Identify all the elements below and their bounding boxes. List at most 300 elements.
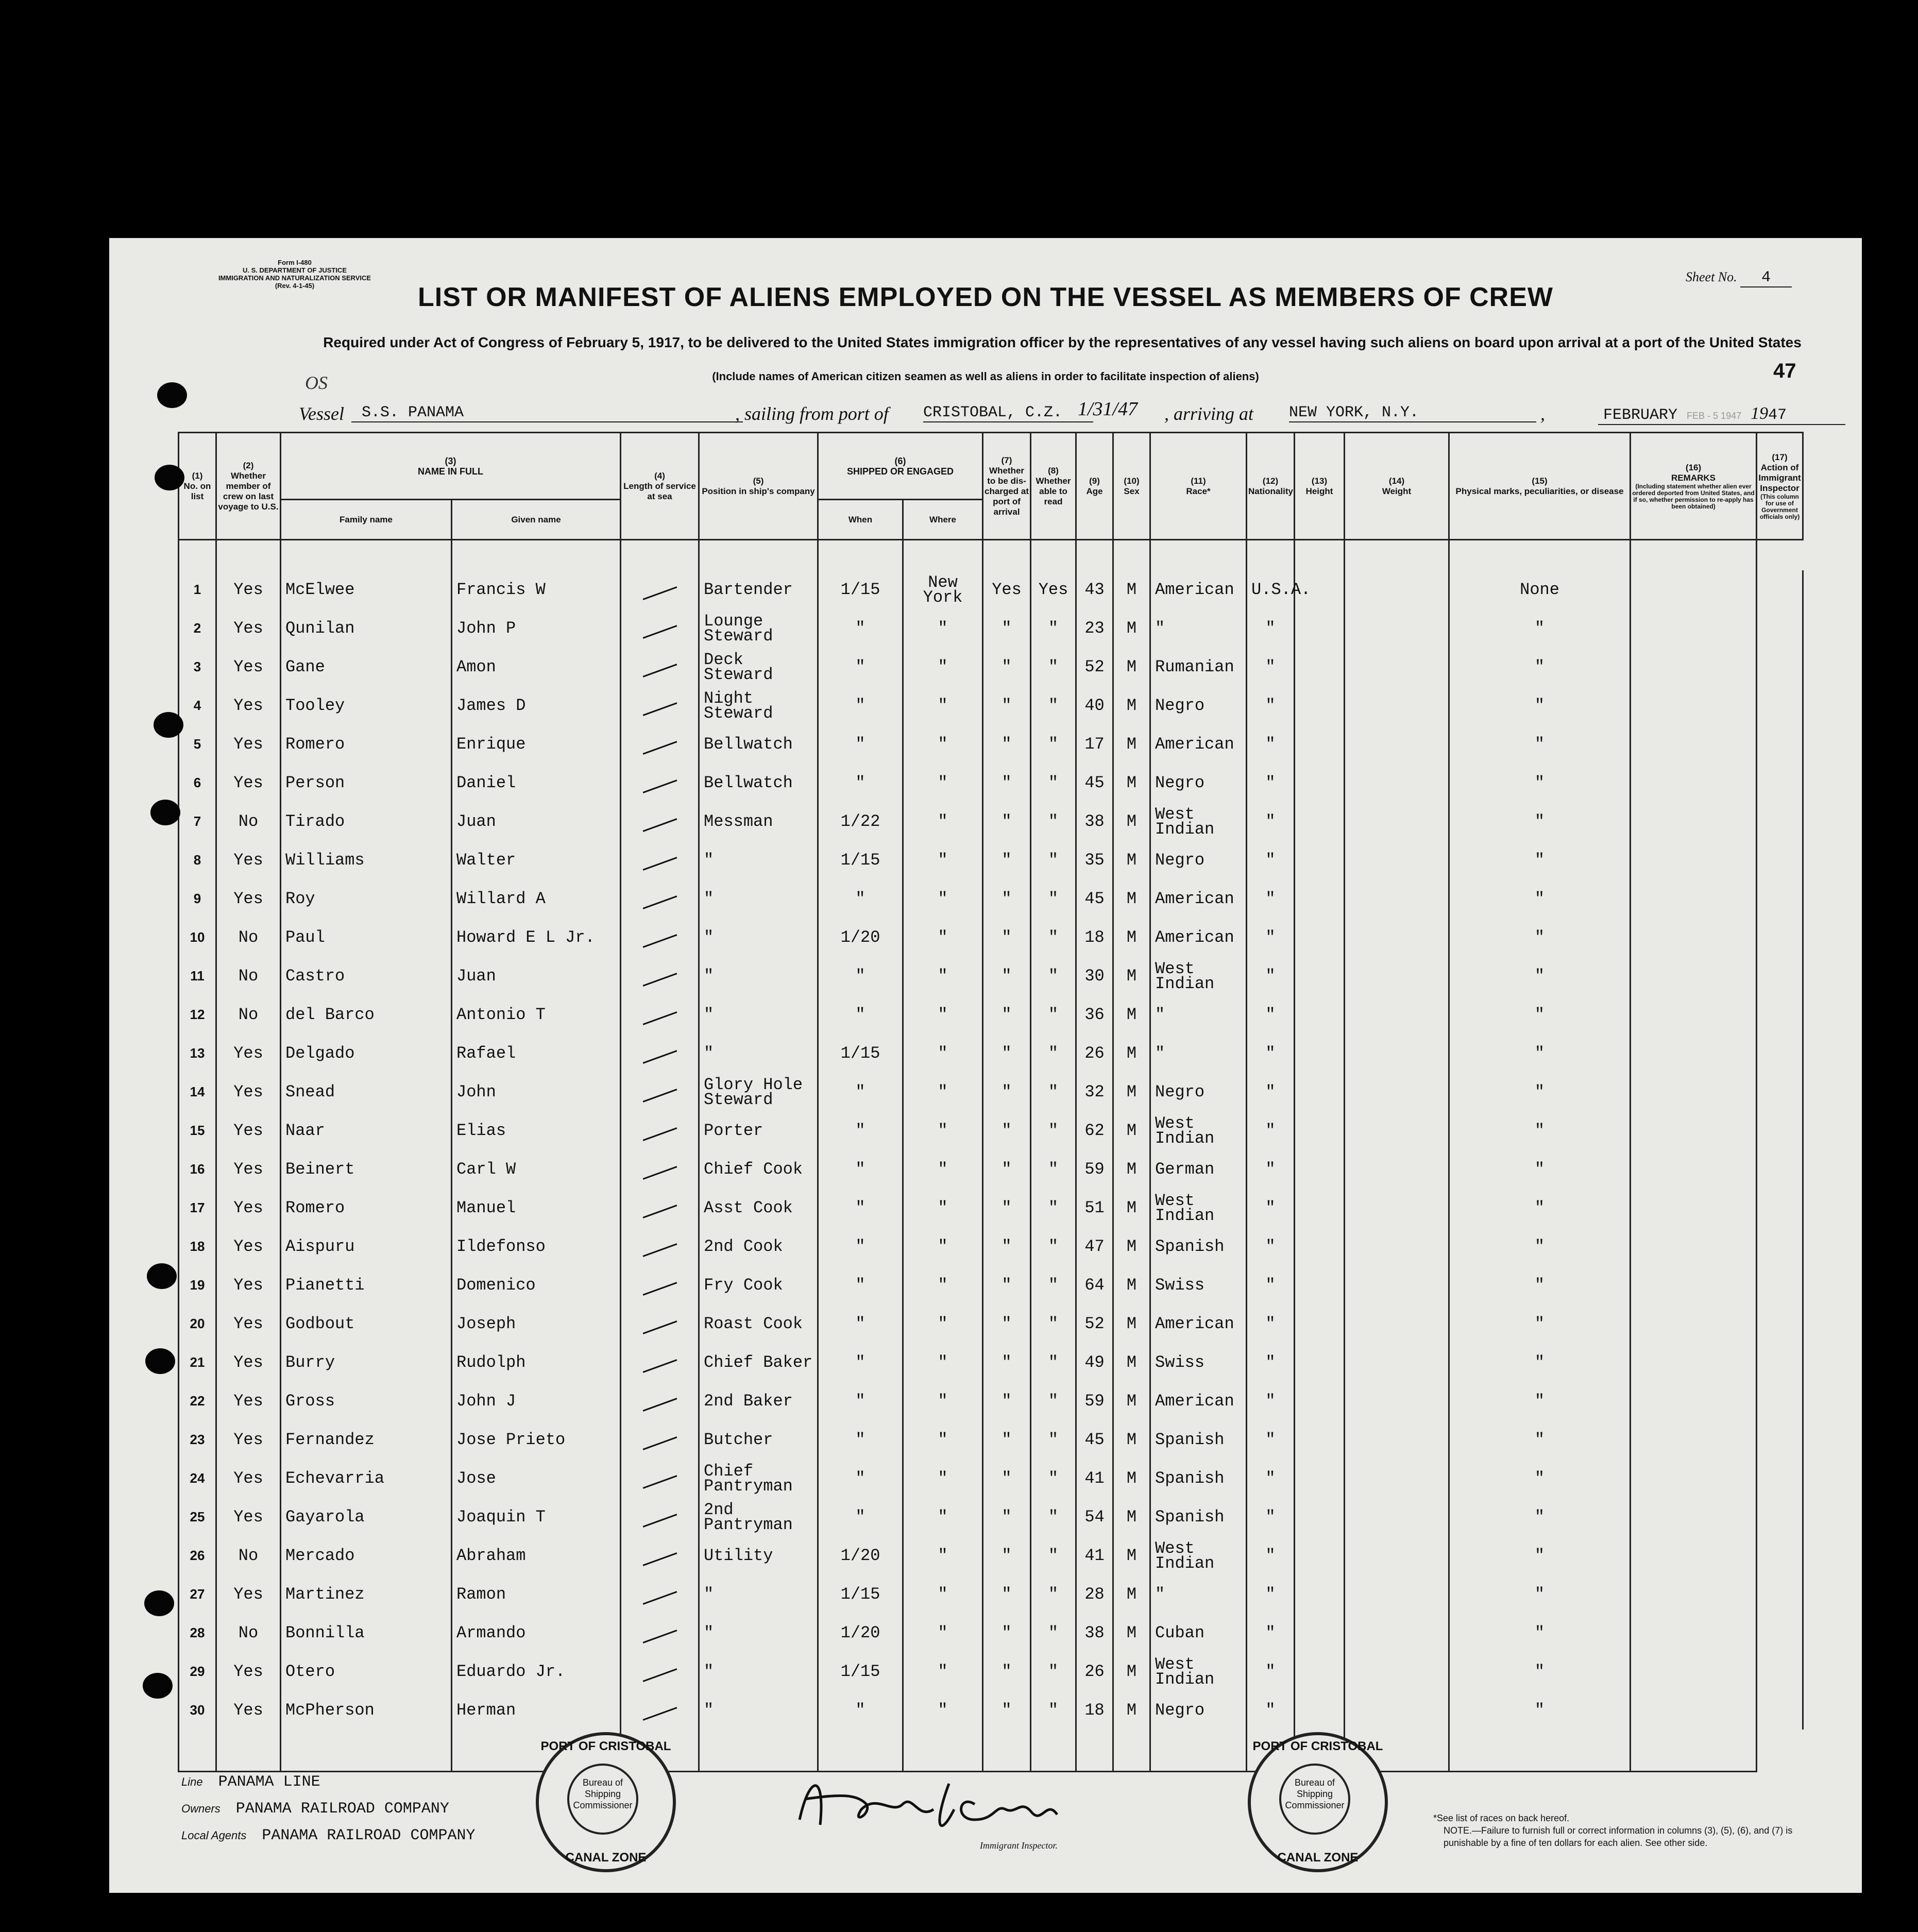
empty-cell-rem bbox=[1631, 1652, 1757, 1691]
col-label-12: Nationality bbox=[1248, 486, 1293, 496]
cell-race: Negro bbox=[1150, 841, 1247, 879]
service-tick-mark bbox=[621, 802, 699, 841]
crew-row bbox=[179, 609, 1803, 648]
cell-no: 7 bbox=[179, 802, 216, 841]
cell-sex: M bbox=[1113, 764, 1150, 802]
empty-cell-w bbox=[1345, 764, 1449, 802]
empty-cell-h bbox=[1295, 841, 1345, 879]
cell-family: Aispuru bbox=[281, 1227, 452, 1266]
crew-table-body bbox=[179, 540, 1803, 1772]
cell-when: " bbox=[818, 1343, 903, 1382]
cell-age: 49 bbox=[1076, 1343, 1113, 1382]
empty-cell-w bbox=[1345, 1111, 1449, 1150]
cell-marks: " bbox=[1449, 1382, 1631, 1420]
empty-cell-act bbox=[1757, 1459, 1803, 1498]
col-header-age bbox=[1076, 433, 1113, 540]
col-header-physical-marks bbox=[1449, 433, 1631, 540]
crew-row bbox=[179, 1304, 1803, 1343]
cell-age: 35 bbox=[1076, 841, 1113, 879]
cell-marks: None bbox=[1449, 570, 1631, 609]
cell-race: Negro bbox=[1150, 764, 1247, 802]
col-header-sex bbox=[1113, 433, 1150, 540]
cell-marks: " bbox=[1449, 1459, 1631, 1498]
cell-last: Yes bbox=[216, 1304, 281, 1343]
cell-age: 28 bbox=[1076, 1575, 1113, 1614]
binder-hole bbox=[143, 1673, 173, 1699]
service-tick-mark bbox=[621, 1189, 699, 1227]
cell-race: Spanish bbox=[1150, 1498, 1247, 1536]
cell-given: Manuel bbox=[452, 1189, 621, 1227]
empty-cell-h bbox=[1295, 1343, 1345, 1382]
cell-read: " bbox=[1031, 802, 1076, 841]
cell-marks: " bbox=[1449, 725, 1631, 764]
cell-race: West Indian bbox=[1150, 1111, 1247, 1150]
cell-when: " bbox=[818, 879, 903, 918]
cell-pos: " bbox=[699, 1614, 818, 1652]
cell-marks: " bbox=[1449, 879, 1631, 918]
cell-when: " bbox=[818, 957, 903, 995]
col-label-13: Height bbox=[1305, 486, 1333, 496]
cell-age: 45 bbox=[1076, 1420, 1113, 1459]
service-tick-mark bbox=[621, 1266, 699, 1304]
empty-cell-w bbox=[1345, 1034, 1449, 1073]
empty-cell-w bbox=[1345, 1073, 1449, 1111]
cell-race: Spanish bbox=[1150, 1420, 1247, 1459]
cell-given: Rafael bbox=[452, 1034, 621, 1073]
col-num-9: (9) bbox=[1089, 476, 1100, 486]
col-label-11: Race* bbox=[1186, 486, 1211, 496]
col-header-where: Where bbox=[903, 500, 983, 540]
cell-disch: " bbox=[983, 1382, 1031, 1420]
empty-cell-rem bbox=[1631, 764, 1757, 802]
cell-last: Yes bbox=[216, 1034, 281, 1073]
cell-sex: M bbox=[1113, 725, 1150, 764]
empty-cell-w bbox=[1345, 1227, 1449, 1266]
inspector-label: Immigrant Inspector. bbox=[980, 1840, 1058, 1851]
cell-read: " bbox=[1031, 918, 1076, 957]
cell-age: 62 bbox=[1076, 1111, 1113, 1150]
cell-disch: " bbox=[983, 1614, 1031, 1652]
cell-when: 1/20 bbox=[818, 918, 903, 957]
crew-row bbox=[179, 1691, 1803, 1730]
cell-pos: Asst Cook bbox=[699, 1189, 818, 1227]
cell-when: " bbox=[818, 1227, 903, 1266]
cell-pos: Night Steward bbox=[699, 686, 818, 725]
cell-age: 23 bbox=[1076, 609, 1113, 648]
empty-cell-w bbox=[1345, 725, 1449, 764]
seal-center-text: Bureau of Shipping Commissioner bbox=[1279, 1764, 1350, 1835]
cell-no: 15 bbox=[179, 1111, 216, 1150]
empty-cell-h bbox=[1295, 1111, 1345, 1150]
tick-stroke bbox=[642, 1591, 677, 1605]
cell-marks: " bbox=[1449, 1343, 1631, 1382]
cell-no: 19 bbox=[179, 1266, 216, 1304]
empty-cell-w bbox=[1345, 1382, 1449, 1420]
cell-sex: M bbox=[1113, 1536, 1150, 1575]
cell-given: John P bbox=[452, 609, 621, 648]
empty-cell-h bbox=[1295, 918, 1345, 957]
cell-when: 1/20 bbox=[818, 1614, 903, 1652]
tick-stroke bbox=[642, 818, 677, 832]
cell-where: " bbox=[903, 1304, 983, 1343]
cell-pos: " bbox=[699, 957, 818, 995]
cell-when: " bbox=[818, 995, 903, 1034]
cell-disch: " bbox=[983, 879, 1031, 918]
cell-given: Jose bbox=[452, 1459, 621, 1498]
cell-when: " bbox=[818, 764, 903, 802]
service-tick-mark bbox=[621, 1111, 699, 1150]
cell-pos: Porter bbox=[699, 1111, 818, 1150]
page-number: 47 bbox=[1773, 360, 1796, 382]
cell-age: 52 bbox=[1076, 1304, 1113, 1343]
col-header-discharged bbox=[983, 433, 1031, 540]
cell-marks: " bbox=[1449, 802, 1631, 841]
cell-nat: " bbox=[1247, 1691, 1295, 1730]
cell-disch: " bbox=[983, 802, 1031, 841]
cell-where: " bbox=[903, 1034, 983, 1073]
col-num-6: (6) bbox=[894, 455, 906, 466]
empty-cell-rem bbox=[1631, 995, 1757, 1034]
cell-read: " bbox=[1031, 1111, 1076, 1150]
comma-separator: , bbox=[1540, 403, 1545, 424]
cell-given: Abraham bbox=[452, 1536, 621, 1575]
cell-last: No bbox=[216, 802, 281, 841]
cell-race: West Indian bbox=[1150, 802, 1247, 841]
col-label-17: Action of Immigrant Inspector bbox=[1758, 462, 1801, 493]
cell-no: 21 bbox=[179, 1343, 216, 1382]
cell-where: " bbox=[903, 1382, 983, 1420]
tick-stroke bbox=[642, 895, 677, 909]
cell-last: Yes bbox=[216, 1343, 281, 1382]
cell-marks: " bbox=[1449, 1189, 1631, 1227]
cell-given: James D bbox=[452, 686, 621, 725]
cell-disch: " bbox=[983, 918, 1031, 957]
empty-cell-act bbox=[1757, 1420, 1803, 1459]
cell-pos: Butcher bbox=[699, 1420, 818, 1459]
cell-when: " bbox=[818, 725, 903, 764]
port-of-cristobal-seal-right bbox=[1248, 1732, 1388, 1872]
tick-stroke bbox=[642, 973, 677, 987]
cell-nat: U.S.A. bbox=[1247, 570, 1295, 609]
cell-sex: M bbox=[1113, 1382, 1150, 1420]
col-num-14: (14) bbox=[1388, 476, 1405, 486]
cell-age: 45 bbox=[1076, 764, 1113, 802]
service-tick-mark bbox=[621, 1691, 699, 1730]
cell-where: " bbox=[903, 1652, 983, 1691]
agents-value: PANAMA RAILROAD COMPANY bbox=[262, 1827, 476, 1844]
tick-stroke bbox=[642, 1089, 677, 1103]
col-num-13: (13) bbox=[1311, 476, 1328, 486]
cell-last: Yes bbox=[216, 1459, 281, 1498]
service-tick-mark bbox=[621, 1304, 699, 1343]
cell-when: " bbox=[818, 1073, 903, 1111]
cell-family: Pianetti bbox=[281, 1266, 452, 1304]
cell-disch: " bbox=[983, 1498, 1031, 1536]
cell-when: 1/15 bbox=[818, 1575, 903, 1614]
empty-cell-h bbox=[1295, 1420, 1345, 1459]
cell-race: West Indian bbox=[1150, 1189, 1247, 1227]
cell-race: Spanish bbox=[1150, 1459, 1247, 1498]
col-label-10: Sex bbox=[1124, 486, 1140, 496]
cell-no: 14 bbox=[179, 1073, 216, 1111]
cell-where: " bbox=[903, 1343, 983, 1382]
cell-last: Yes bbox=[216, 1266, 281, 1304]
cell-last: Yes bbox=[216, 764, 281, 802]
cell-where: " bbox=[903, 879, 983, 918]
sheet-number-value: 4 bbox=[1740, 269, 1792, 287]
cell-family: McPherson bbox=[281, 1691, 452, 1730]
crew-row bbox=[179, 1652, 1803, 1691]
empty-cell-act bbox=[1757, 725, 1803, 764]
cell-pos: " bbox=[699, 1575, 818, 1614]
cell-where: " bbox=[903, 725, 983, 764]
cell-last: Yes bbox=[216, 1189, 281, 1227]
tick-stroke bbox=[642, 1205, 677, 1218]
cell-race: West Indian bbox=[1150, 1652, 1247, 1691]
cell-disch: " bbox=[983, 1304, 1031, 1343]
empty-cell-w bbox=[1345, 1498, 1449, 1536]
col-sub-16: (Including statement whether alien ever ordered deported from United States, and if so, whether permission to re-apply has been obtained) bbox=[1632, 482, 1755, 510]
cell-nat: " bbox=[1247, 1459, 1295, 1498]
cell-last: Yes bbox=[216, 570, 281, 609]
cell-sex: M bbox=[1113, 1420, 1150, 1459]
crew-row bbox=[179, 570, 1803, 609]
cell-where: " bbox=[903, 1189, 983, 1227]
crew-row bbox=[179, 802, 1803, 841]
cell-age: 38 bbox=[1076, 1614, 1113, 1652]
empty-cell-rem bbox=[1631, 1111, 1757, 1150]
cell-marks: " bbox=[1449, 1575, 1631, 1614]
col-num-2: (2) bbox=[243, 460, 254, 470]
cell-race: American bbox=[1150, 1304, 1247, 1343]
cell-pos: Bellwatch bbox=[699, 764, 818, 802]
form-revision: (Rev. 4-1-45) bbox=[275, 282, 315, 290]
cell-sex: M bbox=[1113, 1227, 1150, 1266]
cell-family: Snead bbox=[281, 1073, 452, 1111]
service-tick-mark bbox=[621, 1420, 699, 1459]
header-row-main bbox=[179, 433, 1803, 500]
race-note: *See list of races on back hereof. bbox=[1433, 1813, 1570, 1823]
service-tick-mark bbox=[621, 1459, 699, 1498]
cell-sex: M bbox=[1113, 1034, 1150, 1073]
cell-disch: " bbox=[983, 1266, 1031, 1304]
cell-pos: Chief Baker bbox=[699, 1343, 818, 1382]
empty-cell-w bbox=[1345, 686, 1449, 725]
empty-cell-w bbox=[1345, 1575, 1449, 1614]
cell-family: Gayarola bbox=[281, 1498, 452, 1536]
service-tick-mark bbox=[621, 725, 699, 764]
cell-where: " bbox=[903, 918, 983, 957]
col-header-nationality bbox=[1247, 433, 1295, 540]
cell-when: 1/15 bbox=[818, 841, 903, 879]
cell-last: Yes bbox=[216, 609, 281, 648]
col-label-5: Position in ship's company bbox=[702, 486, 815, 496]
cell-when: 1/15 bbox=[818, 1034, 903, 1073]
col-label-6: SHIPPED OR ENGAGED bbox=[847, 466, 954, 477]
cell-read: " bbox=[1031, 1266, 1076, 1304]
cell-marks: " bbox=[1449, 1034, 1631, 1073]
cell-read: " bbox=[1031, 725, 1076, 764]
cell-read: " bbox=[1031, 1382, 1076, 1420]
cell-race: American bbox=[1150, 918, 1247, 957]
cell-nat: " bbox=[1247, 841, 1295, 879]
cell-read: " bbox=[1031, 648, 1076, 686]
cell-marks: " bbox=[1449, 609, 1631, 648]
tick-stroke bbox=[642, 1398, 677, 1412]
binder-hole bbox=[145, 1348, 175, 1374]
empty-cell-act bbox=[1757, 686, 1803, 725]
cell-family: Mercado bbox=[281, 1536, 452, 1575]
empty-cell-act bbox=[1757, 1150, 1803, 1189]
inspector-signature bbox=[779, 1763, 1140, 1845]
cell-age: 32 bbox=[1076, 1073, 1113, 1111]
cell-last: Yes bbox=[216, 1150, 281, 1189]
cell-last: Yes bbox=[216, 1498, 281, 1536]
col-num-16: (16) bbox=[1685, 462, 1702, 472]
cell-where: " bbox=[903, 957, 983, 995]
cell-where: " bbox=[903, 995, 983, 1034]
empty-cell-act bbox=[1757, 1189, 1803, 1227]
cell-age: 59 bbox=[1076, 1382, 1113, 1420]
cell-nat: " bbox=[1247, 1189, 1295, 1227]
col-num-1: (1) bbox=[192, 470, 203, 481]
cell-age: 30 bbox=[1076, 957, 1113, 995]
cell-no: 25 bbox=[179, 1498, 216, 1536]
empty-cell-rem bbox=[1631, 1382, 1757, 1420]
cell-nat: " bbox=[1247, 1073, 1295, 1111]
sailing-label: , sailing from port of bbox=[735, 403, 889, 424]
service-tick-mark bbox=[621, 918, 699, 957]
cell-pos: " bbox=[699, 879, 818, 918]
cell-read: " bbox=[1031, 995, 1076, 1034]
cell-pos: 2nd Baker bbox=[699, 1382, 818, 1420]
cell-given: Juan bbox=[452, 802, 621, 841]
cell-given: Walter bbox=[452, 841, 621, 879]
crew-row bbox=[179, 1382, 1803, 1420]
tick-stroke bbox=[642, 1475, 677, 1489]
cell-sex: M bbox=[1113, 1073, 1150, 1111]
cell-read: " bbox=[1031, 957, 1076, 995]
crew-row bbox=[179, 1575, 1803, 1614]
cell-marks: " bbox=[1449, 648, 1631, 686]
cell-family: Castro bbox=[281, 957, 452, 995]
empty-cell-act bbox=[1757, 995, 1803, 1034]
cell-no: 5 bbox=[179, 725, 216, 764]
tick-stroke bbox=[642, 586, 677, 600]
cell-no: 16 bbox=[179, 1150, 216, 1189]
cell-age: 40 bbox=[1076, 686, 1113, 725]
cell-disch: " bbox=[983, 1652, 1031, 1691]
cell-where: " bbox=[903, 1498, 983, 1536]
cell-nat: " bbox=[1247, 957, 1295, 995]
empty-cell-act bbox=[1757, 1382, 1803, 1420]
empty-cell-w bbox=[1345, 1536, 1449, 1575]
departure-port: CRISTOBAL, C.Z. bbox=[923, 404, 1093, 422]
service-tick-mark bbox=[621, 764, 699, 802]
cell-given: Elias bbox=[452, 1111, 621, 1150]
cell-nat: " bbox=[1247, 879, 1295, 918]
cell-last: Yes bbox=[216, 725, 281, 764]
empty-cell-rem bbox=[1631, 725, 1757, 764]
cell-read: " bbox=[1031, 1614, 1076, 1652]
empty-cell-h bbox=[1295, 1266, 1345, 1304]
cell-where: " bbox=[903, 1111, 983, 1150]
empty-cell-w bbox=[1345, 648, 1449, 686]
col-num-7: (7) bbox=[1001, 455, 1012, 465]
cell-age: 64 bbox=[1076, 1266, 1113, 1304]
cell-family: Roy bbox=[281, 879, 452, 918]
empty-cell-h bbox=[1295, 764, 1345, 802]
cell-where: " bbox=[903, 609, 983, 648]
col-sub-17: (This column for use of Government officials only) bbox=[1759, 493, 1800, 520]
cell-race: American bbox=[1150, 879, 1247, 918]
cell-sex: M bbox=[1113, 1652, 1150, 1691]
empty-cell-act bbox=[1757, 570, 1803, 609]
cell-read: " bbox=[1031, 879, 1076, 918]
cell-pos: " bbox=[699, 995, 818, 1034]
col-header-read bbox=[1031, 433, 1076, 540]
empty-cell-act bbox=[1757, 1614, 1803, 1652]
col-header-position bbox=[699, 433, 818, 540]
cell-nat: " bbox=[1247, 1614, 1295, 1652]
empty-cell-act bbox=[1757, 1073, 1803, 1111]
cell-where: " bbox=[903, 1459, 983, 1498]
cell-age: 36 bbox=[1076, 995, 1113, 1034]
cell-no: 26 bbox=[179, 1536, 216, 1575]
binder-hole bbox=[150, 800, 180, 825]
penalty-note: NOTE.—Failure to furnish full or correct information in columns (3), (5), (6), and (7) is punishable by a fine of ten dollars for each alien. See other side. bbox=[1444, 1825, 1793, 1848]
owners-label: Owners bbox=[181, 1802, 220, 1815]
cell-sex: M bbox=[1113, 957, 1150, 995]
empty-cell-rem bbox=[1631, 1304, 1757, 1343]
cell-family: Bonnilla bbox=[281, 1614, 452, 1652]
cell-read: " bbox=[1031, 1227, 1076, 1266]
cell-given: Willard A bbox=[452, 879, 621, 918]
arrival-month-year bbox=[1598, 404, 1845, 425]
empty-cell-rem bbox=[1631, 1150, 1757, 1189]
arriving-label: , arriving at bbox=[1164, 403, 1254, 424]
empty-cell-h bbox=[1295, 1459, 1345, 1498]
col-num-8: (8) bbox=[1048, 465, 1059, 476]
form-number: Form I-480 bbox=[278, 259, 312, 266]
cell-race: Negro bbox=[1150, 686, 1247, 725]
cell-race: Negro bbox=[1150, 1691, 1247, 1730]
cell-marks: " bbox=[1449, 918, 1631, 957]
cell-marks: " bbox=[1449, 1266, 1631, 1304]
col-header-weight bbox=[1345, 433, 1449, 540]
col-num-17: (17) bbox=[1772, 452, 1788, 462]
cell-disch: " bbox=[983, 1150, 1031, 1189]
col-label-2: Whether member of crew on last voyage to U.S. bbox=[218, 470, 279, 512]
cell-read: " bbox=[1031, 1073, 1076, 1111]
col-header-no bbox=[179, 433, 216, 540]
cell-given: John J bbox=[452, 1382, 621, 1420]
empty-cell-act bbox=[1757, 957, 1803, 995]
crew-row bbox=[179, 1420, 1803, 1459]
cell-sex: M bbox=[1113, 1575, 1150, 1614]
empty-cell-h bbox=[1295, 1227, 1345, 1266]
col-header-name bbox=[281, 433, 621, 500]
arrival-port: NEW YORK, N.Y. bbox=[1289, 404, 1536, 422]
binder-hole bbox=[147, 1263, 177, 1289]
empty-cell-rem bbox=[1631, 1691, 1757, 1730]
cell-last: Yes bbox=[216, 879, 281, 918]
cell-last: Yes bbox=[216, 1073, 281, 1111]
cell-nat: " bbox=[1247, 1420, 1295, 1459]
seal-center-text: Bureau of Shipping Commissioner bbox=[567, 1764, 638, 1835]
cell-family: Gane bbox=[281, 648, 452, 686]
cell-family: Qunilan bbox=[281, 609, 452, 648]
